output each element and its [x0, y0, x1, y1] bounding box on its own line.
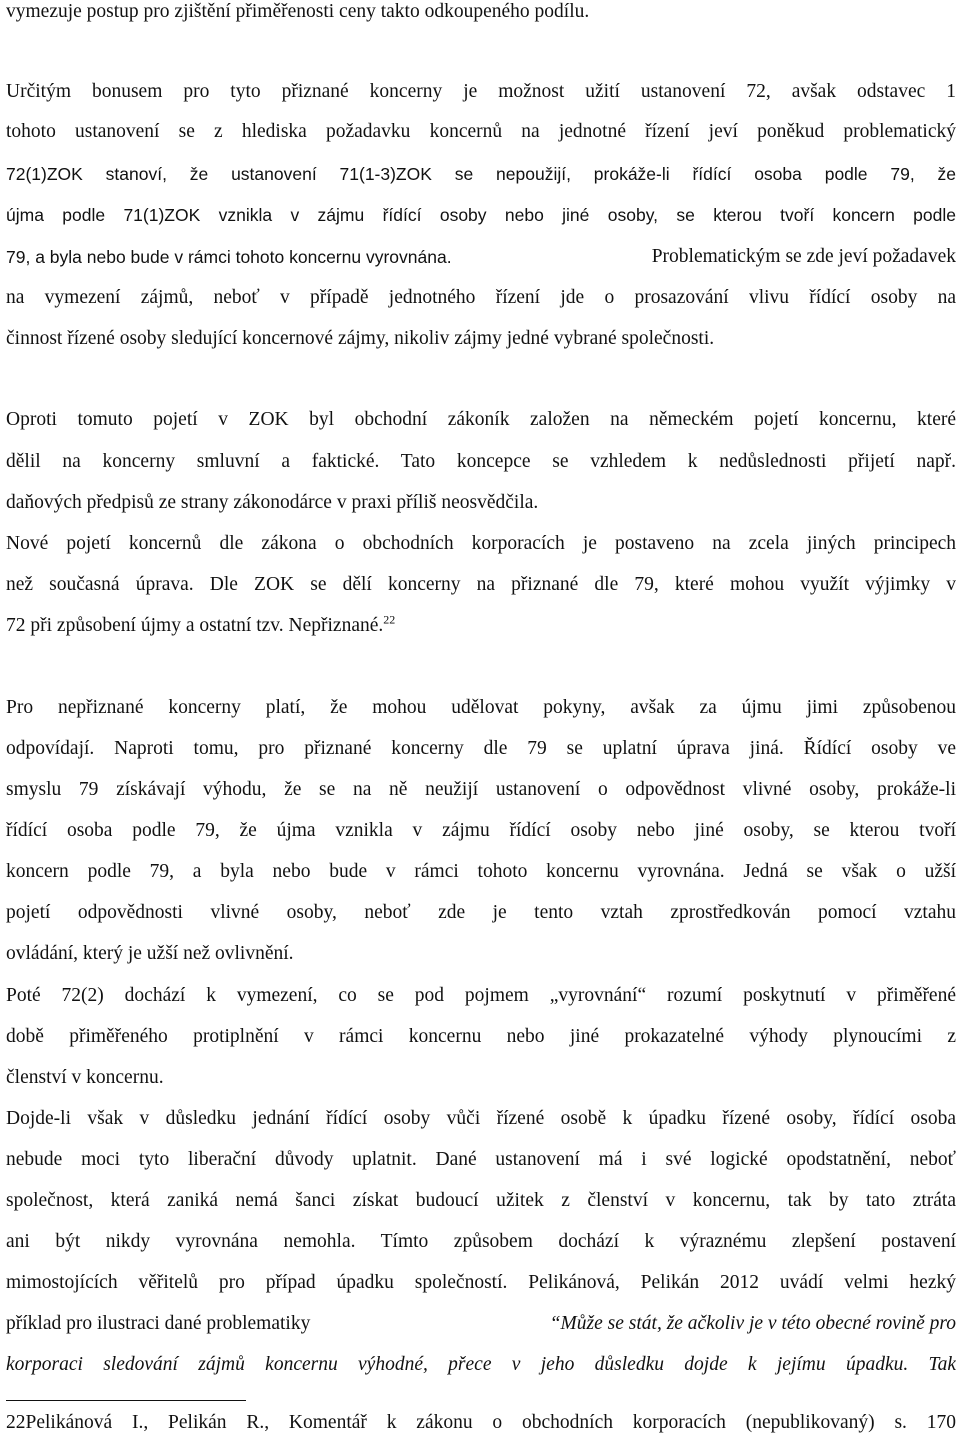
- document-page: [6, 0, 956, 1440]
- text-line: koncern podle 79, a byla nebo bude v rámci tohoto koncernu vyrovnána. Jedná se však o užší: [6, 861, 956, 882]
- text-line: době přiměřeného protiplnění v rámci koncernu nebo jiné prokazatelné výhody plynoucími z: [6, 1026, 956, 1047]
- text-line: Oproti tomuto pojetí v ZOK byl obchodní zákoník založen na německém pojetí koncernu, které: [6, 409, 956, 430]
- text-line: Pro nepřiznané koncerny platí, že mohou udělovat pokyny, avšak za újmu jimi způsobenou: [6, 697, 956, 718]
- text-line: újma podle 71(1)ZOK vznikla v zájmu řídící osoby nebo jiné osoby, se kterou tvoří koncern podle: [6, 205, 956, 225]
- text-line: ovládání, který je užší než ovlivnění.: [6, 943, 294, 964]
- quoted-text-line: korporaci sledování zájmů koncernu výhodné, přece v jeho důsledku dojde k jejímu úpadku. Tak: [6, 1354, 956, 1375]
- text-line: mimostojících věřitelů pro případ úpadku společností. Pelikánová, Pelikán 2012 uvádí velmi hezký: [6, 1272, 956, 1293]
- text-line: 72(1)ZOK stanoví, že ustanovení 71(1-3)ZOK se nepoužijí, prokáže-li řídící osoba podle 79, že: [6, 164, 956, 184]
- text-line: než současná úprava. Dle ZOK se dělí koncerny na přiznané dle 79, které mohou využít výjimky v: [6, 574, 956, 595]
- text-run: 79, a byla nebo bude v rámci tohoto koncernu vyrovnána.: [6, 247, 452, 267]
- text-line: Poté 72(2) dochází k vymezení, co se pod pojmem „vyrovnání“ rozumí poskytnutí v přiměřené: [6, 985, 956, 1006]
- text-line: ani být nikdy vyrovnána nemohla. Tímto způsobem dochází k výraznému zlepšení postavení: [6, 1231, 956, 1252]
- text-line-mixed: [6, 245, 956, 269]
- text-line: činnost řízené osoby sledující koncernové zájmy, nikoliv zájmy jedné vybrané společnosti.: [6, 328, 715, 349]
- text-line: vymezuje postup pro zjištění přiměřenosti ceny takto odkoupeného podílu.: [6, 1, 590, 22]
- quoted-text: “Může se stát, že ačkoliv je v této obecné rovině pro: [549, 1313, 956, 1334]
- footnote-marker: 22: [383, 614, 396, 627]
- footnote-divider: [6, 1400, 246, 1401]
- text-line: tohoto ustanovení se z hlediska požadavku koncernů na jednotné řízení jeví poněkud problematický: [6, 121, 956, 142]
- text-run: 72 při způsobení újmy a ostatní tzv. Nepřiznané.: [6, 615, 384, 636]
- text-line: řídící osoba podle 79, že újma vznikla v zájmu řídící osoby nebo jiné osoby, se kterou tvoří: [6, 820, 956, 841]
- text-line: na vymezení zájmů, neboť v případě jednotného řízení jde o prosazování vlivu řídící osoby na: [6, 287, 956, 308]
- text-line: Nové pojetí koncernů dle zákona o obchodních korporacích je postaveno na zcela jiných principech: [6, 533, 956, 554]
- text-line-mixed: [6, 1312, 956, 1336]
- text-line: nebude moci tyto liberační důvody uplatnit. Dané ustanovení má i své logické opodstatnění, neboť: [6, 1149, 956, 1170]
- text-line: pojetí odpovědnosti vlivné osoby, neboť zde je tento vztah zprostředkován pomocí vztahu: [6, 902, 956, 923]
- text-line: smyslu 79 získávají výhodu, že se na ně neužijí ustanovení o odpovědnost vlivné osoby, prokáže-li: [6, 779, 956, 800]
- text-line: Určitým bonusem pro tyto přiznané koncerny je možnost užití ustanovení 72, avšak odstavec 1: [6, 81, 956, 102]
- text-line: členství v koncernu.: [6, 1067, 164, 1088]
- text-run: příklad pro ilustraci dané problematiky: [6, 1313, 311, 1334]
- footnote: 22Pelikánová I., Pelikán R., Komentář k zákonu o obchodních korporacích (nepublikovaný) s. 170: [6, 1412, 956, 1433]
- text-line: daňových předpisů ze strany zákonodárce v praxi příliš neosvědčila.: [6, 492, 539, 513]
- text-line: Dojde-li však v důsledku jednání řídící osoby vůči řízené osobě k úpadku řízené osoby, řídící osoba: [6, 1108, 956, 1129]
- text-line: odpovídají. Naproti tomu, pro přiznané koncerny dle 79 se uplatní úprava jiná. Řídící osoby ve: [6, 738, 956, 759]
- text-line: dělil na koncerny smluvní a faktické. Tato koncepce se vzhledem k nedůslednosti přijetí např.: [6, 451, 956, 472]
- text-run: Problematickým se zde jeví požadavek: [651, 246, 956, 267]
- text-line: společnost, která zaniká nemá šanci získat budoucí užitek z členství v koncernu, tak by tato ztráta: [6, 1190, 956, 1211]
- text-line: [6, 614, 956, 638]
